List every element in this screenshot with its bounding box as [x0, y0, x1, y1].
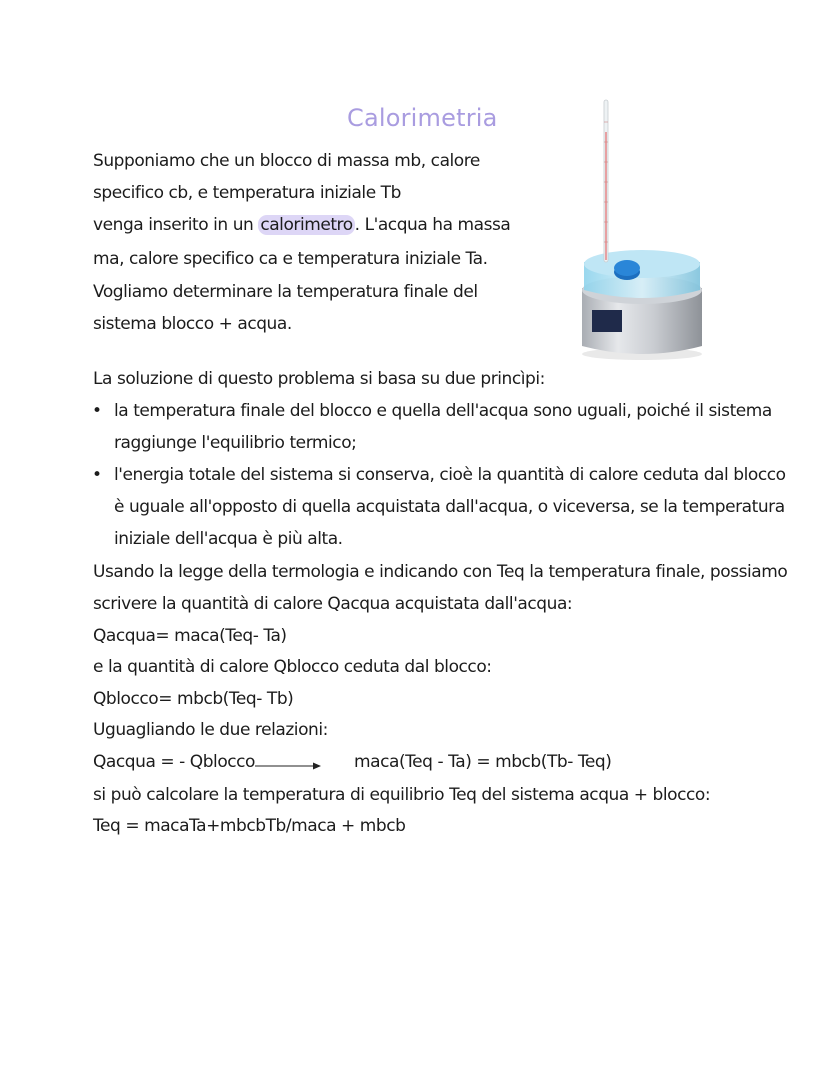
bullet-2-line-2: è uguale all'opposto di quella acquistata dall'acqua, o viceversa, se la temperatura	[114, 497, 785, 517]
final-formula: Teq = macaTa+mbcbTb/maca + mbcb	[93, 816, 406, 836]
conclusion-line: si può calcolare la temperatura di equilibrio Teq del sistema acqua + blocco:	[93, 785, 711, 805]
formula-qblocco: Qblocco= mbcb(Teq- Tb)	[93, 689, 294, 709]
derivation-line-4: Uguagliando le due relazioni:	[93, 720, 328, 740]
equation-left: Qacqua = - Qblocco	[93, 752, 256, 772]
bullet-2-line-3: iniziale dell'acqua è più alta.	[114, 529, 343, 549]
calorimeter-illustration	[570, 92, 710, 364]
bullet-1-line-1: la temperatura finale del blocco e quella dell'acqua sono uguali, poiché il sistema	[114, 401, 772, 421]
formula-qacqua: Qacqua= maca(Teq- Ta)	[93, 626, 287, 646]
page-title: Calorimetria	[347, 104, 498, 132]
intro-line-3-end: . L'acqua ha massa	[354, 215, 511, 235]
intro-line-6: sistema blocco + acqua.	[93, 314, 292, 334]
bullet-1-line-2: raggiunge l'equilibrio termico;	[114, 433, 357, 453]
bullet-marker: •	[92, 401, 103, 421]
intro-line-3-start: venga inserito in un	[93, 215, 259, 235]
derivation-line-1: Usando la legge della termologia e indicando con Teq la temperatura finale, possiamo	[93, 562, 788, 582]
intro-line-3	[93, 214, 510, 236]
arrow-right-icon	[255, 762, 321, 770]
intro-line-4: ma, calore specifico ca e temperatura iniziale Ta.	[93, 249, 488, 269]
intro-line-2: specifico cb, e temperatura iniziale Tb	[93, 183, 401, 203]
derivation-line-3: e la quantità di calore Qblocco ceduta dal blocco:	[93, 657, 492, 677]
bullet-2-line-1: l'energia totale del sistema si conserva, cioè la quantità di calore ceduta dal blocco	[114, 465, 786, 485]
equation-right: maca(Teq - Ta) = mbcb(Tb- Teq)	[354, 752, 612, 772]
derivation-line-2: scrivere la quantità di calore Qacqua acquistata dall'acqua:	[93, 594, 573, 614]
highlighted-term: calorimetro	[260, 215, 353, 235]
principles-intro: La soluzione di questo problema si basa su due princìpi:	[93, 369, 545, 389]
intro-line-5: Vogliamo determinare la temperatura finale del	[93, 282, 478, 302]
intro-line-1: Supponiamo che un blocco di massa mb, calore	[93, 151, 480, 171]
bullet-marker: •	[92, 465, 103, 485]
